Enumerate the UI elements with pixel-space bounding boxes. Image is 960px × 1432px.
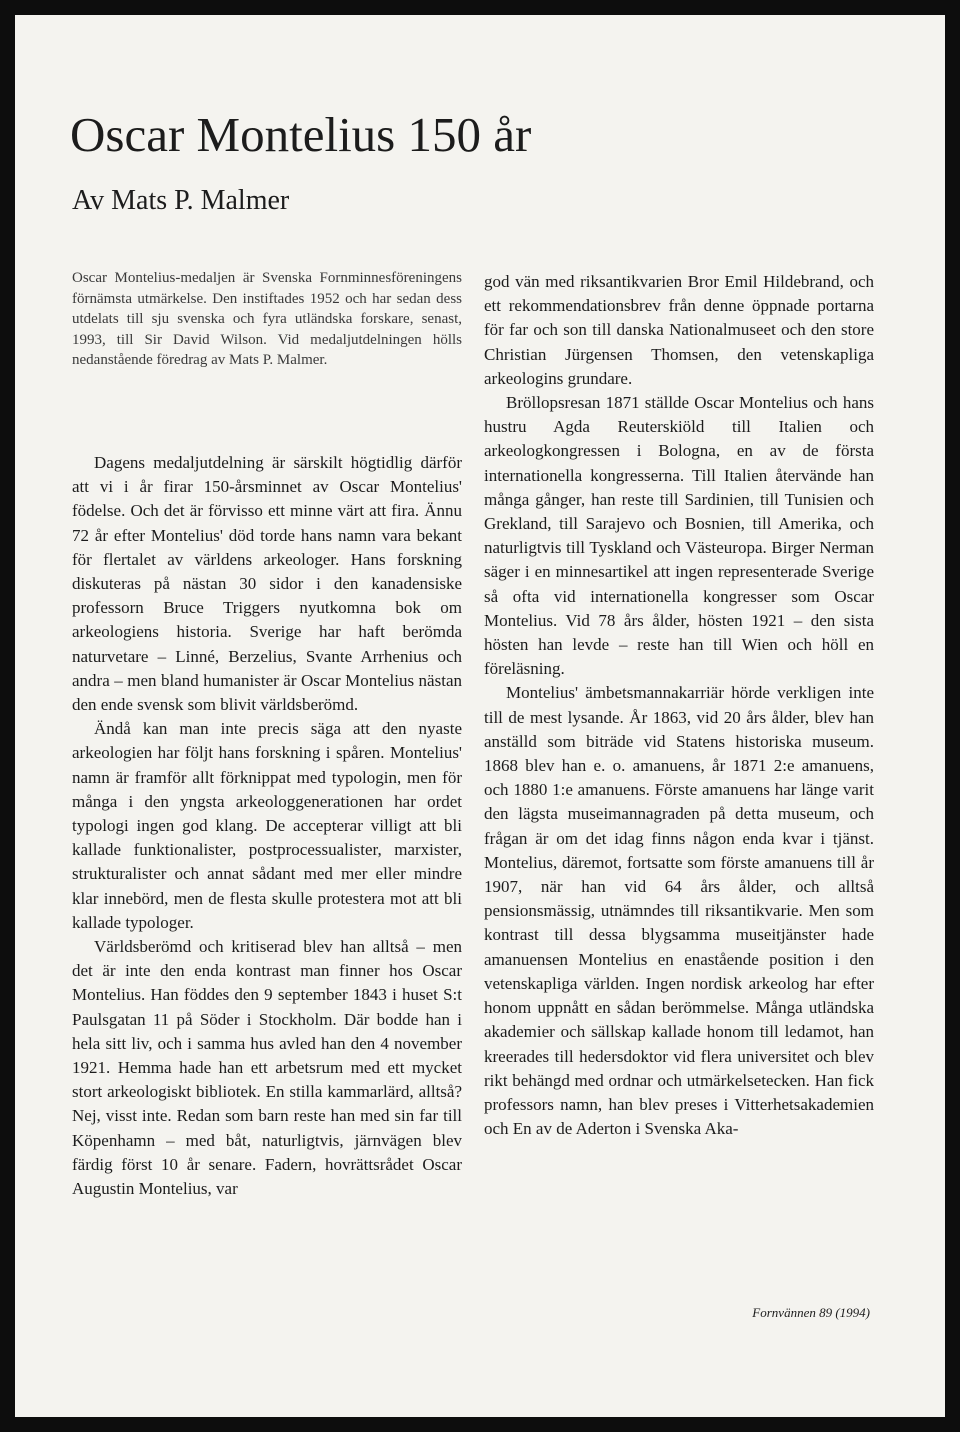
journal-page <box>15 15 945 1417</box>
article-title: Oscar Montelius 150 år <box>70 107 532 162</box>
article-lead <box>72 268 462 371</box>
body-paragraph: god vän med riksantikvarien Bror Emil Hildebrand, och ett rekommendationsbrev från denne öppnade portarna för far och son till danska Nationalmuseet och den store Christian Jürgensen Thomsen, den vetenskapliga arkeologins grundare. <box>484 272 874 388</box>
body-paragraph: Världsberömd och kritiserad blev han alltså – men det är inte den enda kontrast man finner hos Oscar Montelius. Han föddes den 9 september 1843 i huset S:t Paulsgatan 11 på Söder i Stockholm. Där bodde han i hela sitt liv, och i samma hus avled han den 4 november 1921. Hemma hade han ett arbetsrum med ett mycket stort arkeologiskt bibliotek. En stilla kammarlärd, alltså? Nej, visst inte. Redan som barn reste han med sin far till Köpenhamn – med båt, naturligtvis, järnvägen blev färdig först 10 år senare. Fadern, hovrättsrådet Oscar Augustin Montelius, var <box>72 937 462 1199</box>
journal-footer: Fornvännen 89 (1994) <box>752 1305 870 1320</box>
body-paragraph: Montelius' ämbetsmannakarriär hörde verkligen inte till de mest lysande. År 1863, vid 20 års ålder, blev han anställd som biträde vid Statens historiska museum. 1868 blev han e. o. amanuens, år 1871 2:e amanuens, och 1880 1:e amanuens. Förste amanuens har länge varit den lägsta museimannagraden på detta museum, och frågan är om det idag finns någon enda kvar i tjänst. Montelius, däremot, fortsatte som förste amanuens till år 1907, när han vid 64 års ålder, och alltså pensionsmässig, utnämndes till riksantikvarie. Men som kontrast till dessa blygsamma museitjänster hade amanuensen Montelius en enastående position i den vetenskapliga världen. Ingen nordisk arkeolog har efter honom uppnått en sådan berömmelse. Många utländska akademier och sällskap kallade honom till ledamot, han kreerades till hedersdoktor vid flera universitet och blev rikt behängd med ordnar och utmärkelsetecken. Han fick professors namn, han blev preses i Vitterhetsakademien och En av de Aderton i Svenska Aka- <box>484 683 874 1139</box>
body-paragraph: Dagens medaljutdelning är särskilt högtidlig därför att vi i år firar 150-årsminnet av Oscar Montelius' födelse. Och det är förvisso ett minne värt att fira. Ännu 72 år efter Montelius' död torde hans namn vara bekant för flertalet av världens arkeologer. Hans forskning diskuteras på nästan 30 sidor i den kanadensiske professorn Bruce Triggers nyutkomna bok om arkeologiens historia. Sverige har haft berömda naturvetare – Linné, Berzelius, Svante Arrhenius och andra – men bland humanister är Oscar Montelius nästan den ende svensk som blivit världsberömd. <box>72 453 462 715</box>
left-column <box>72 451 462 1201</box>
lead-paragraph: Oscar Montelius-medaljen är Svenska Fornminnesföreningens förnämsta utmärkelse. Den instiftades 1952 och har sedan dess utdelats till sju svenska och fyra utländska forskare, senast, 1993, till Sir David Wilson. Vid medaljutdelningen hölls nedanstående föredrag av Mats P. Malmer. <box>72 270 462 368</box>
right-column <box>484 270 874 1141</box>
body-paragraph: Ändå kan man inte precis säga att den nyaste arkeologien har följt hans forskning i spåren. Montelius' namn är framför allt förknippat med typologin, men för många i den yngsta arkeologgenerationen har ordet typologi ingen god klang. De accepterar villigt att bli kallade funktionalister, postprocessualister, marxister, strukturalister och annat sådant med mer eller mindre klar innebörd, men de flesta skulle protestera mot att bli kallade typologer. <box>72 719 462 932</box>
body-paragraph: Bröllopsresan 1871 ställde Oscar Montelius och hans hustru Agda Reuterskiöld till Italien och arkeologkongressen i Bologna, en av de första internationella kongresserna. Till Italien återvände han många gånger, han reste till Sardinien, till Tunisien och Grekland, till Sarajevo och Bosnien, till Amerika, och naturligtvis till Tyskland och Västeuropa. Birger Nerman säger i en minnesartikel att ingen representerade Sverige så ofta vid internationella kongresser som Oscar Montelius. Vid 78 års ålder, hösten 1921 – den sista hösten han levde – reste han till Wien och höll en föreläsning. <box>484 393 874 679</box>
article-author: Av Mats P. Malmer <box>72 185 290 216</box>
